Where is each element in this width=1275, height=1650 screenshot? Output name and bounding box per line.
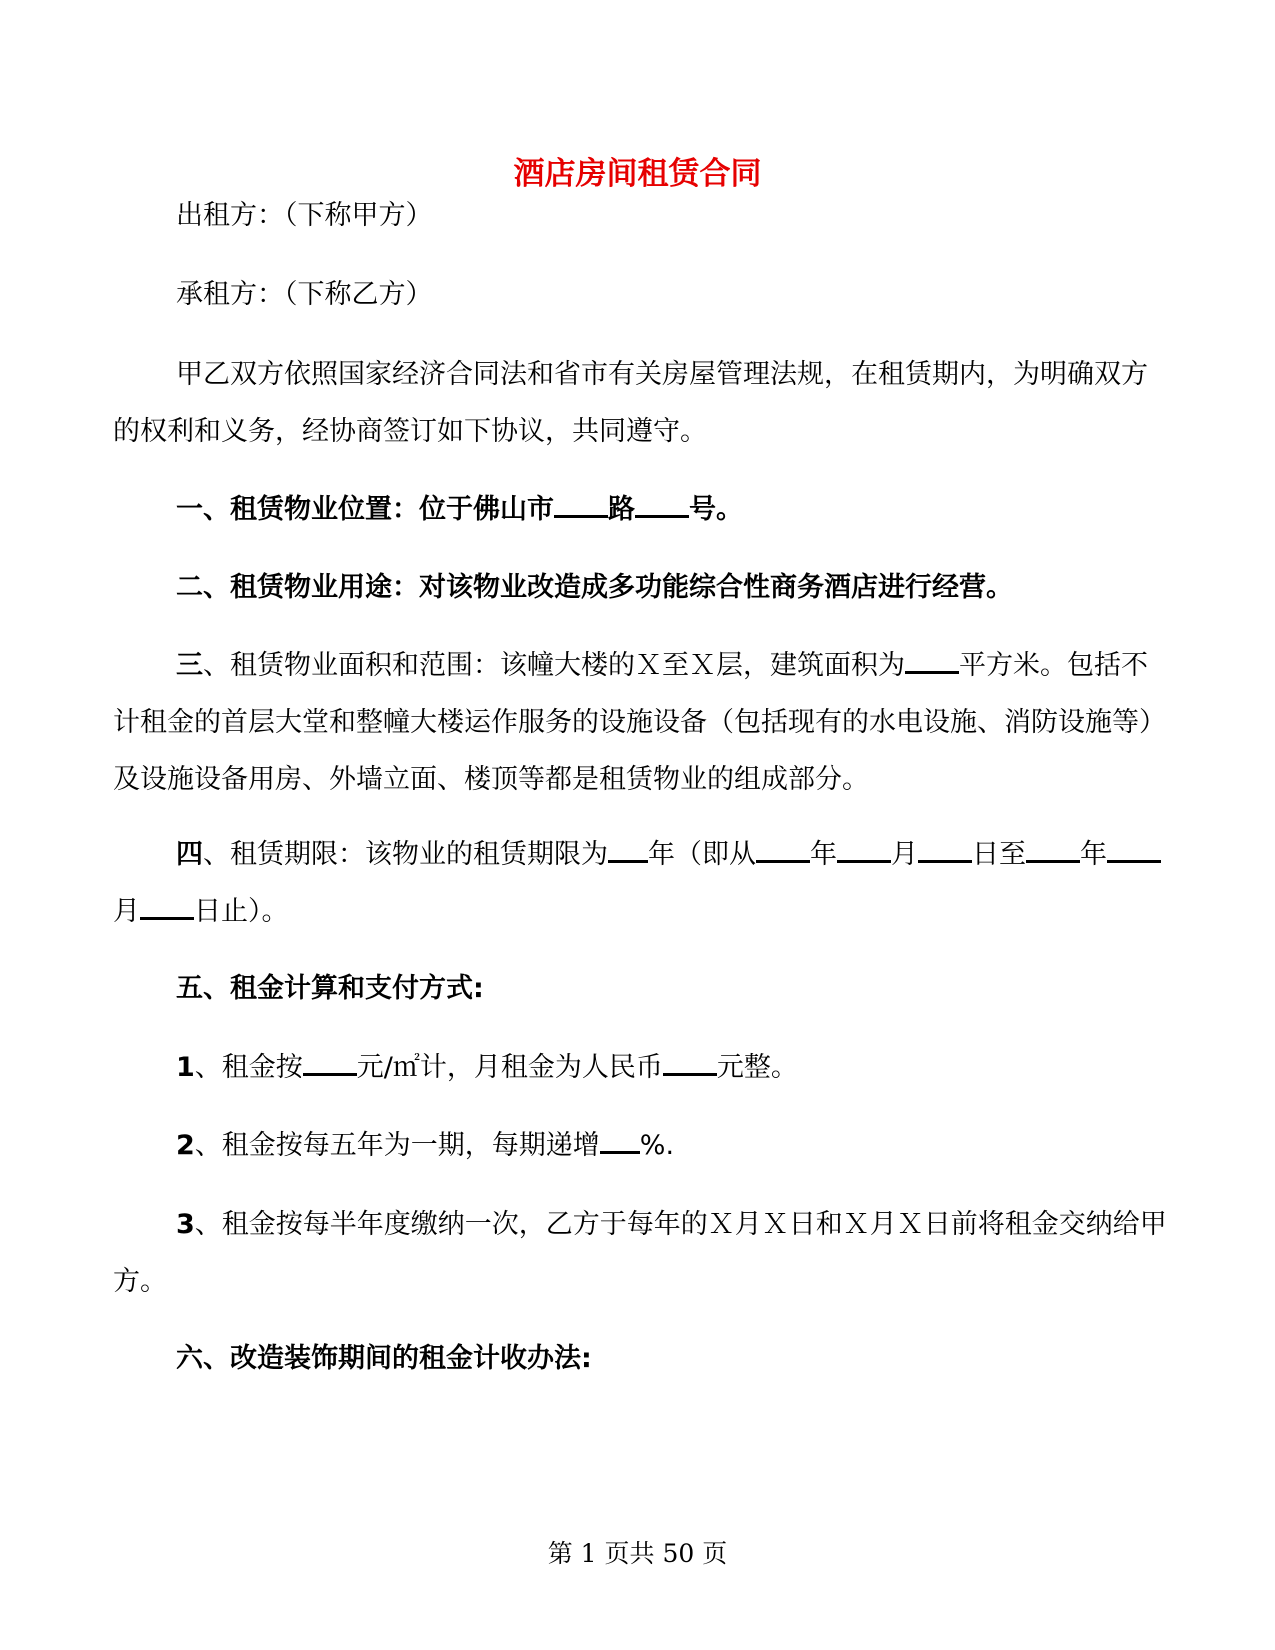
item-1-text-a: 、租金按 <box>194 1052 303 1083</box>
section-4-text-g: 月 <box>113 896 140 927</box>
item-2-text-a: 、租金按每五年为一期，每期递增 <box>194 1130 600 1161</box>
section-1-text-b: 路 <box>608 494 635 525</box>
item-3-text-a: 、租金按每半年度缴纳一次，乙方于每年的Ｘ月Ｘ日和Ｘ月Ｘ日前将租金交纳给甲方。 <box>113 1209 1167 1297</box>
section-5-rent: 五、租金计算和支付方式: <box>176 973 484 1004</box>
blank-area <box>905 645 959 674</box>
section-3-number: 三 <box>176 650 203 681</box>
blank-start-month <box>837 834 891 863</box>
section-1-text-a: 一、租赁物业位置：位于佛山市 <box>176 494 554 525</box>
item-3-payment <box>113 1196 1168 1310</box>
document-title: 酒店房间租赁合同 <box>513 156 762 192</box>
section-4-number: 四 <box>176 839 203 870</box>
section-1-location <box>113 481 1168 538</box>
blank-start-day <box>918 834 972 863</box>
blank-start-year <box>756 834 810 863</box>
item-2-text-b: %. <box>639 1130 675 1161</box>
section-4-text-b: 年（即从 <box>648 839 756 870</box>
item-1-number: 1 <box>176 1052 195 1083</box>
section-4-term <box>113 826 1168 940</box>
lessor-line: 出租方：（下称甲方） <box>176 200 433 231</box>
lessee-line: 承租方：（下称乙方） <box>176 279 433 310</box>
section-6-renovation: 六、改造装饰期间的租金计收办法: <box>176 1343 592 1374</box>
item-2-rent-increase <box>113 1117 1168 1174</box>
section-3-area <box>113 637 1168 808</box>
blank-increase-percent <box>600 1125 640 1154</box>
item-2-number: 2 <box>176 1130 195 1161</box>
section-4-text-d: 月 <box>891 839 918 870</box>
intro-paragraph: 甲乙双方依照国家经济合同法和省市有关房屋管理法规，在租赁期内，为明确双方的权利和义务，经协商签订如下协议，共同遵守。 <box>113 359 1148 447</box>
blank-monthly-rent <box>663 1047 717 1076</box>
blank-number <box>635 489 689 518</box>
section-2-usage: 二、租赁物业用途：对该物业改造成多功能综合性商务酒店进行经营。 <box>176 572 1013 603</box>
section-4-text-h: 日止）。 <box>194 896 289 927</box>
section-4-text-f: 年 <box>1080 839 1107 870</box>
blank-end-day <box>140 891 194 920</box>
item-1-rent-rate <box>113 1039 1168 1096</box>
blank-end-month <box>1107 834 1161 863</box>
blank-end-year <box>1026 834 1080 863</box>
section-4-text-e: 日至 <box>972 839 1026 870</box>
section-4-text-a: 、租赁期限：该物业的租赁期限为 <box>203 839 608 870</box>
item-1-text-c: 元整。 <box>716 1052 798 1083</box>
blank-road <box>554 489 608 518</box>
item-3-number: 3 <box>176 1209 195 1240</box>
section-3-text-a: 、租赁物业面积和范围：该幢大楼的Ｘ至Ｘ层，建筑面积为 <box>203 650 905 681</box>
blank-term-years <box>608 834 648 863</box>
blank-unit-price <box>303 1047 357 1076</box>
section-3-text-b: 平方米。包括不计租金的首层大堂和整幢大楼运作服务的设施设备（包括现有的水电设施、消防设施等）及设施设备用房、外墙立面、楼顶等都是租赁物业的组成部分。 <box>113 650 1166 795</box>
item-1-text-b: 元/㎡计，月租金为人民币 <box>356 1052 663 1083</box>
section-4-text-c: 年 <box>810 839 837 870</box>
section-1-text-c: 号。 <box>689 494 743 525</box>
page-number-footer: 第 1 页共 50 页 <box>547 1539 728 1568</box>
